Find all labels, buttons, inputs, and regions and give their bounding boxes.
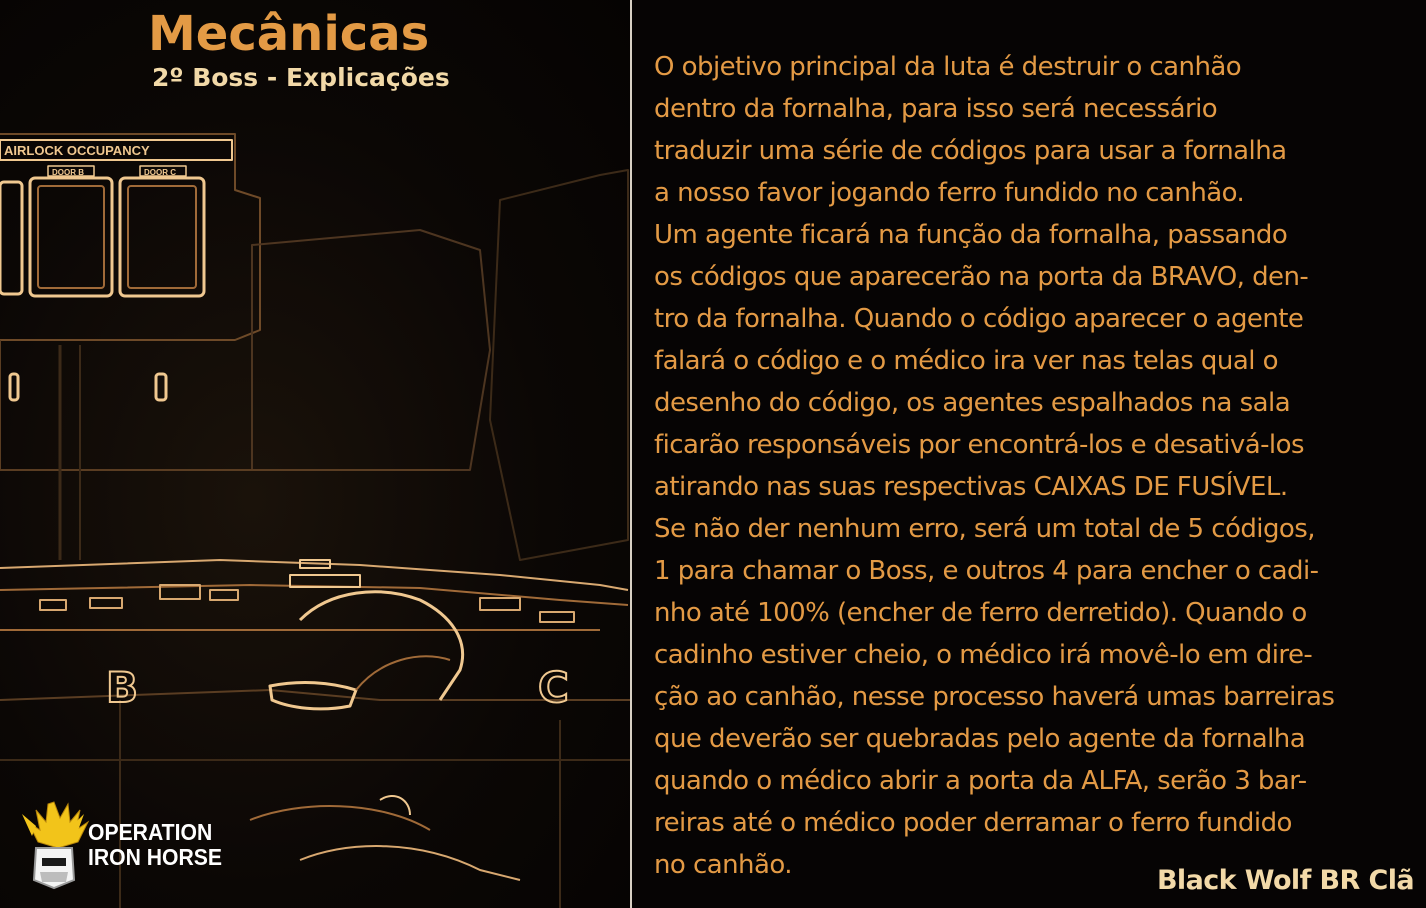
logo-line-1: OPERATION	[88, 819, 213, 845]
explanation-line: no canhão.	[654, 850, 792, 880]
explanation-line: cadinho estiver cheio, o médico irá movê-lo em dire-	[654, 640, 1313, 670]
explanation-line: traduzir uma série de códigos para usar a fornalha	[654, 136, 1287, 166]
clan-signature: Black Wolf BR Clã	[1156, 865, 1414, 896]
explanation-line: nho até 100% (encher de ferro derretido). Quando o	[654, 598, 1307, 628]
door-b-label: DOOR B	[52, 168, 84, 177]
explanation-line: ficarão responsáveis por encontrá-los e desativá-los	[654, 430, 1304, 460]
door-c-label: DOOR C	[144, 168, 176, 177]
explanation-line: desenho do código, os agentes espalhados na sala	[654, 388, 1291, 418]
explanation-line: que deverão ser quebradas pelo agente da fornalha	[654, 724, 1306, 754]
scene-letter-c: C	[538, 663, 569, 712]
game-scene-panel	[0, 0, 630, 908]
eagle-emblem-icon	[22, 802, 88, 888]
logo-wordmark	[88, 820, 222, 870]
explanation-line: dentro da fornalha, para isso será necessário	[654, 94, 1218, 124]
explanation-line: O objetivo principal da luta é destruir o canhão	[654, 52, 1242, 82]
explanation-line: tro da fornalha. Quando o código aparecer o agente	[654, 304, 1304, 334]
airlock-scene-illustration	[0, 0, 630, 908]
explanation-line: Se não der nenhum erro, será um total de 5 códigos,	[654, 514, 1315, 544]
explanation-text	[654, 46, 1424, 886]
explanation-line: falará o código e o médico ira ver nas telas qual o	[654, 346, 1278, 376]
explanation-line: atirando nas suas respectivas CAIXAS DE FUSÍVEL.	[654, 472, 1288, 502]
scene-letter-b: B	[106, 663, 139, 712]
explanation-line: a nosso favor jogando ferro fundido no canhão.	[654, 178, 1245, 208]
airlock-panel-label: AIRLOCK OCCUPANCY	[4, 143, 150, 158]
explanation-line: os códigos que aparecerão na porta da BRAVO, den-	[654, 262, 1309, 292]
explanation-line: ção ao canhão, nesse processo haverá umas barreiras	[654, 682, 1335, 712]
explanation-line: Um agente ficará na função da fornalha, passando	[654, 220, 1288, 250]
explanation-line: 1 para chamar o Boss, e outros 4 para encher o cadi-	[654, 556, 1319, 586]
page-title: Mecânicas	[148, 6, 430, 62]
explanation-line: reiras até o médico poder derramar o ferro fundido	[654, 808, 1292, 838]
logo-line-2: IRON HORSE	[88, 844, 223, 870]
page-subtitle: 2º Boss - Explicações	[152, 63, 450, 92]
explanation-line: quando o médico abrir a porta da ALFA, serão 3 bar-	[654, 766, 1307, 796]
